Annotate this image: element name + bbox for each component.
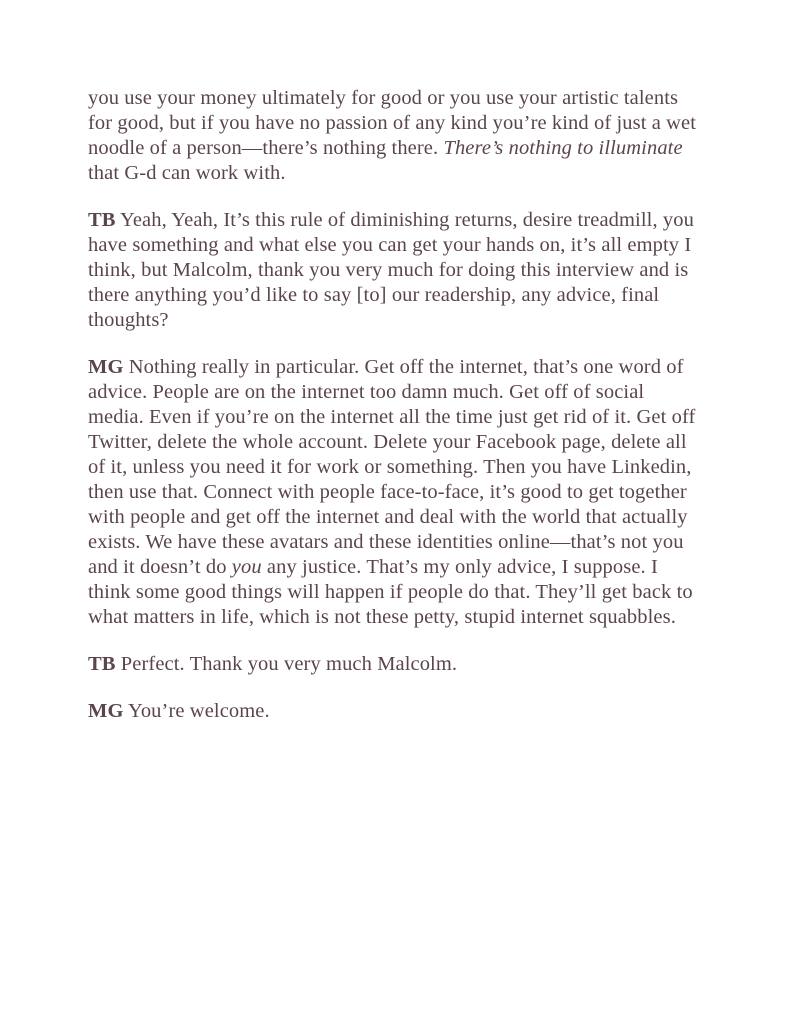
- text-run: that G-d can work with.: [88, 162, 286, 184]
- speaker-label: MG: [88, 700, 124, 722]
- paragraph: [88, 699, 705, 724]
- transcript-body: [88, 86, 705, 724]
- speaker-label: TB: [88, 653, 116, 675]
- italic-text: There’s nothing to illuminate: [443, 137, 683, 159]
- text-run: Nothing really in particular. Get off the internet, that’s one word of advice. People are on the internet too damn much. Get off of social media. Even if you’re on the internet all the time just get rid of it. Get off Twitter, delete the whole account. Delete your Facebook page, delete all of it, unless you need it for work or something. Then you have Linkedin, then use that. Connect with people face-to-face, it’s good to get together with people and get off the internet and deal with the world that actually exists. We have these avatars and these identities online—that’s not you and it doesn’t do: [88, 356, 696, 578]
- text-run: you use your money ultimately for good or you use your artistic talents for good, but if you have no passion of any kind you’re kind of just a wet noodle of a person—there’s nothing there.: [88, 87, 697, 159]
- text-run: any justice. That’s my only advice, I suppose. I think some good things will happen if people do that. They’ll get back to what matters in life, which is not these petty, stupid internet squabbles.: [88, 556, 693, 628]
- paragraph: [88, 652, 705, 677]
- speaker-label: TB: [88, 209, 116, 231]
- speaker-label: MG: [88, 356, 124, 378]
- text-run: You’re welcome.: [123, 700, 270, 722]
- italic-text: you: [231, 556, 262, 578]
- text-run: Perfect. Thank you very much Malcolm.: [115, 653, 458, 675]
- paragraph: [88, 208, 705, 333]
- paragraph: [88, 355, 705, 630]
- text-run: Yeah, Yeah, It’s this rule of diminishing returns, desire treadmill, you have something and what else you can get your hands on, it’s all empty I think, but Malcolm, thank you very much for doing this interview and is there anything you’d like to say [to] our readership, any advice, final thoughts?: [88, 209, 694, 331]
- paragraph: [88, 86, 705, 186]
